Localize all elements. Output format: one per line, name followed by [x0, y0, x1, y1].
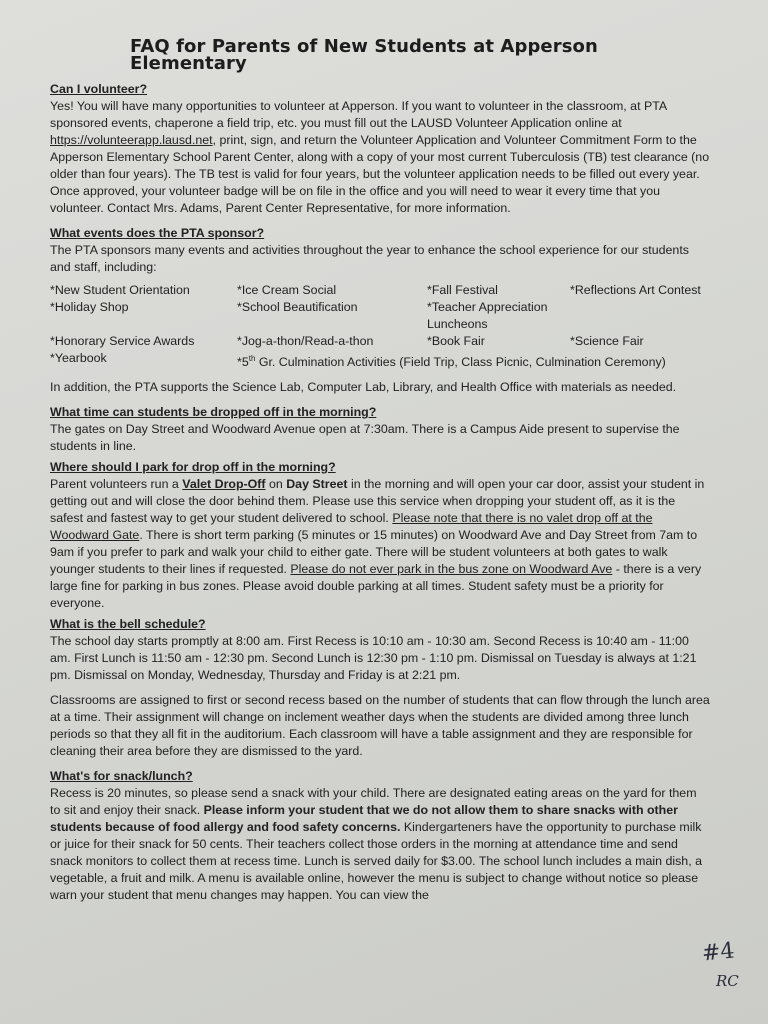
answer-dropoff-time: The gates on Day Street and Woodward Avenue open at 7:30am. There is a Campus Aide present to supervise the students in line. [50, 422, 680, 454]
section-snack [50, 768, 710, 904]
list-item: *Jog-a-thon/Read-a-thon [237, 334, 374, 348]
handwritten-initials: RC [716, 972, 739, 990]
page-title: FAQ for Parents of New Students at Apperson Elementary [130, 36, 598, 74]
question-parking: Where should I park for drop off in the morning? [50, 460, 336, 475]
list-item: *Book Fair [427, 334, 485, 348]
section-bell [50, 616, 710, 760]
question-bell: What is the bell schedule? [50, 617, 206, 632]
pta-events-list [50, 282, 710, 371]
list-item: *Science Fair [570, 334, 644, 348]
answer-volunteer: Yes! You will have many opportunities to volunteer at Apperson. If you want to volunteer in the classroom, at PTA sponsored events, chaperone a field trip, etc. you must fill out the LAUSD Volunteer Application online at https://volunteerapp.lausd.net, print, sign, and return the Volunteer Application and Volunteer Commitment Form to the Apperson Elementary School Parent Center, along with a copy of your most current Tuberculosis (TB) test clearance (no older than four years). The TB test is valid for four years, but the volunteer application needs to be filled out every year. Once approved, your volunteer badge will be on file in the office and you will need to wear it every time that you volunteer. Contact Mrs. Adams, Parent Center Representative, for more information. [50, 99, 710, 215]
answer-snack: Recess is 20 minutes, so please send a snack with your child. There are designated eating areas on the yard for them to sit and enjoy their snack. Please inform your student that we do not allow them to share snacks with other students because of food allergy and food safety concerns. Kindergarteners have the opportunity to purchase milk or juice for their snack for 50 cents. Their teachers collect those orders in the morning at attendance time and send snack monitors to collect them at recess time. Lunch is served daily for $3.00. The school lunch includes a main dish, a vegetable, a fruit and milk. A menu is available online, however the menu is subject to change without notice so please warn your student that menu changes may happen. You can view the [50, 786, 702, 903]
document-body [50, 38, 710, 904]
list-item: *Ice Cream Social [237, 283, 337, 297]
section-dropoff-time [50, 404, 710, 455]
section-pta [50, 225, 710, 396]
list-item: *New Student Orientation [50, 283, 190, 297]
section-parking [50, 459, 710, 612]
answer-parking: Parent volunteers run a Valet Drop-Off on Day Street in the morning and will open your car door, assist your student in getting out and will close the door behind them. Please use this service when dropping your student off, as it is the safest and fastest way to get your student delivered to school. Please note that there is no valet drop off at the Woodward Gate. There is short term parking (5 minutes or 15 minutes) on Woodward Ave and Day Street from 7am to 9am if you prefer to park and walk your child to either gate. There will be student volunteers at both gates to walk younger students to their lines if requested. Please do not ever park in the bus zone on Woodward Ave - there is a very large fine for parking in bus zones. Please avoid double parking at all times. Student safety must be a priority for everyone. [50, 477, 705, 611]
list-item: *Fall Festival [427, 283, 498, 297]
answer-bell-2: Classrooms are assigned to first or second recess based on the number of students that can flow through the lunch area at a time. Their assignment will change on inclement weather days when the students are divided among three lunch periods so that they all fit in the auditorium. Each classroom will have a table assignment and they are responsible for cleaning their area before they are dismissed to the yard. [50, 693, 710, 759]
list-item: *Yearbook [50, 351, 107, 365]
list-item: *School Beautification [237, 300, 358, 314]
question-pta: What events does the PTA sponsor? [50, 226, 265, 240]
question-snack: What's for snack/lunch? [50, 769, 193, 784]
answer-bell-1: The school day starts promptly at 8:00 am. First Recess is 10:10 am - 10:30 am. Second Recess is 10:40 am - 11:00 am. First Lunch is 11:50 am - 12:30 pm. Second Lunch is 12:30 pm - 1:10 pm. Dismissal on Tuesday is always at 1:21 pm. Dismissal on Monday, Wednesday, Thursday and Friday is at 2:21 pm. [50, 634, 697, 683]
list-item: *Holiday Shop [50, 300, 129, 314]
question-volunteer: Can I volunteer? [50, 82, 148, 96]
list-item: *Honorary Service Awards [50, 334, 195, 348]
list-item: *Reflections Art Contest [570, 283, 701, 297]
handwritten-number: #4 [700, 938, 736, 967]
list-item: *Teacher Appreciation Luncheons [427, 300, 548, 331]
list-item-culmination: *5th Gr. Culmination Activities (Field Trip, Class Picnic, Culmination Ceremony) [237, 354, 666, 370]
question-dropoff-time: What time can students be dropped off in the morning? [50, 405, 377, 420]
pta-outro: In addition, the PTA supports the Science Lab, Computer Lab, Library, and Health Office with materials as needed. [50, 380, 677, 395]
volunteer-app-link[interactable]: https://volunteerapp.lausd.net [50, 133, 213, 147]
section-volunteer [50, 81, 710, 217]
pta-intro: The PTA sponsors many events and activities throughout the year to enhance the school experience for our students and staff, including: [50, 243, 689, 274]
